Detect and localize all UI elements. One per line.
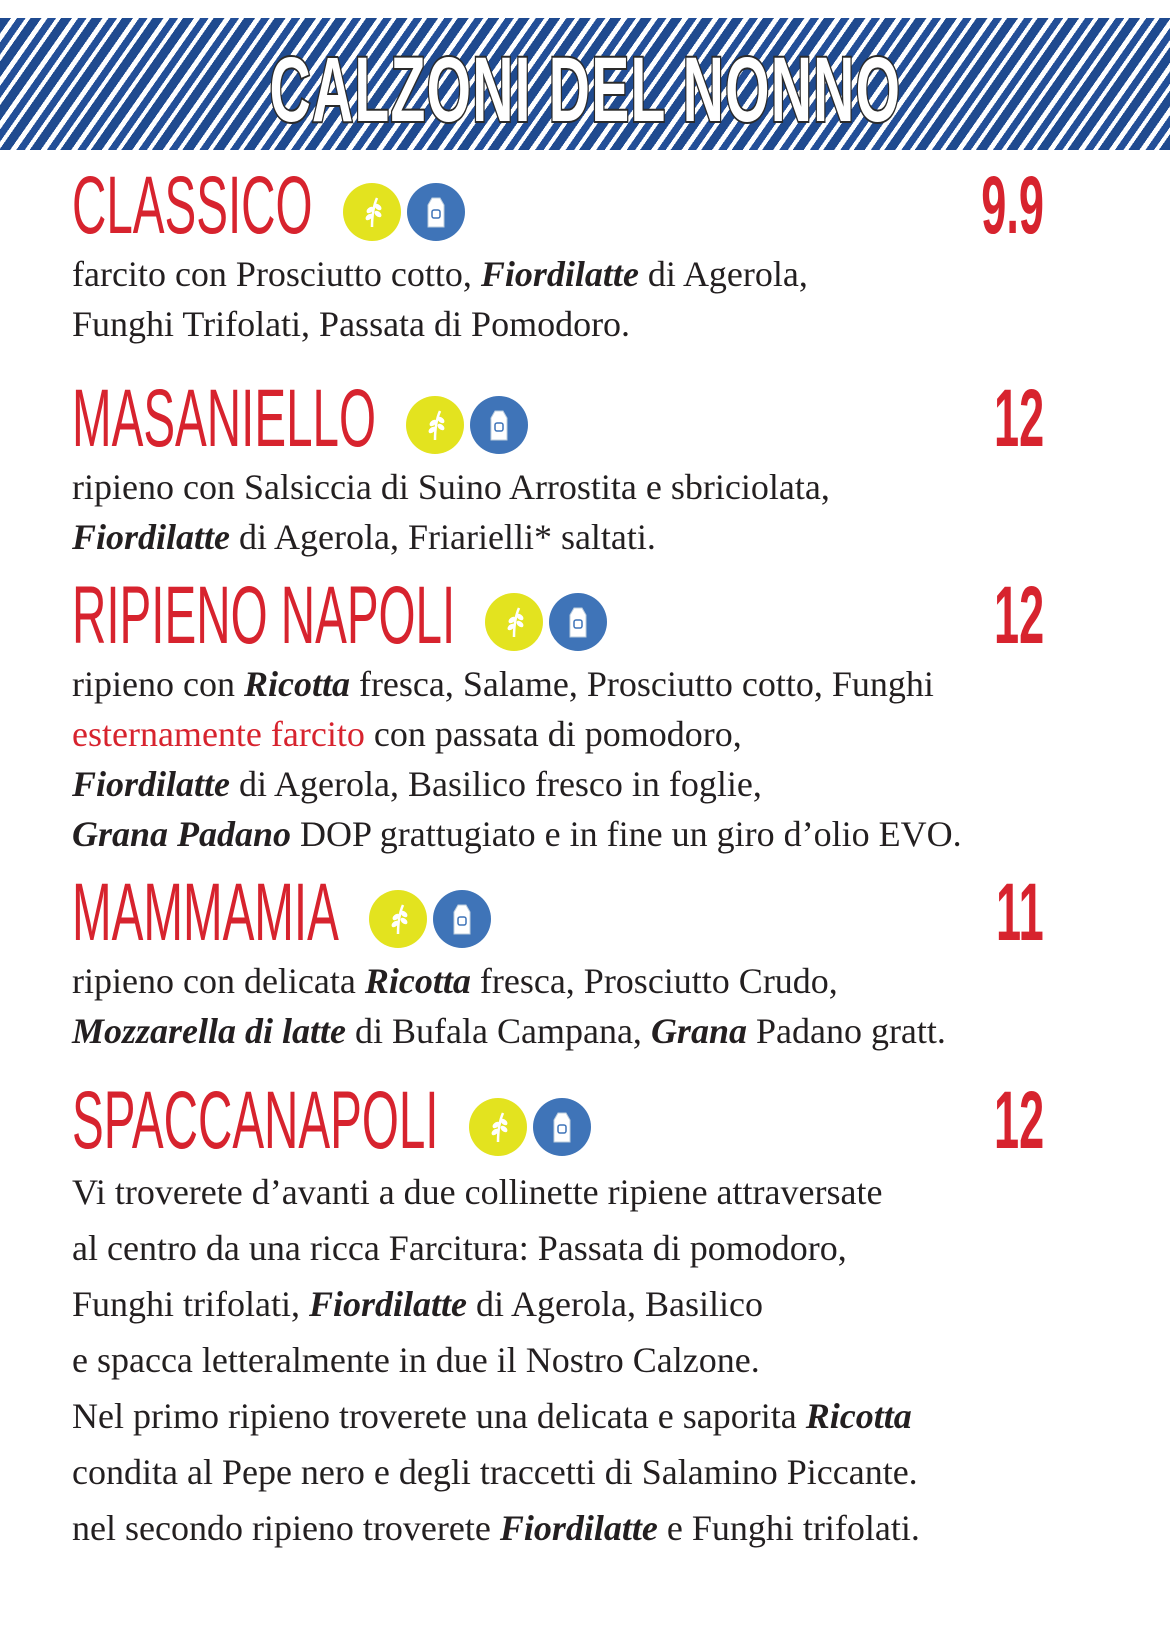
ingredient-emphasis: Fiordilatte	[72, 764, 231, 804]
menu-item	[72, 160, 1092, 349]
item-header	[72, 570, 1092, 661]
highlight-text: esternamente farcito	[72, 714, 365, 754]
item-name: RIPIENO NAPOLI	[72, 570, 456, 661]
item-header	[72, 373, 1092, 464]
description-line	[72, 659, 1092, 709]
description-text: di Agerola, Friarielli* saltati.	[230, 517, 656, 557]
ingredient-emphasis: Grana Padano	[72, 814, 292, 854]
wheat-icon	[343, 183, 401, 241]
item-price: 12	[993, 1075, 1044, 1166]
description-line	[72, 462, 1092, 512]
ingredient-emphasis: Ricotta	[364, 961, 471, 1001]
ingredient-emphasis: Fiordilatte	[499, 1508, 658, 1548]
allergen-icons	[469, 1098, 591, 1156]
description-line	[72, 1332, 1092, 1388]
description-text: Funghi trifolati,	[72, 1284, 309, 1324]
description-text: di Agerola, Basilico	[467, 1284, 763, 1324]
ingredient-emphasis: Ricotta	[243, 664, 350, 704]
description-text: condita al Pepe nero e degli traccetti di Salamino Piccante.	[72, 1452, 918, 1492]
item-description	[72, 462, 1092, 562]
item-price: 9.9	[981, 160, 1044, 251]
description-line	[72, 759, 1092, 809]
item-header	[72, 867, 1092, 958]
ingredient-emphasis: Fiordilatte	[480, 254, 639, 294]
description-text: DOP grattugiato e in fine un giro d’olio EVO.	[291, 814, 962, 854]
item-description	[72, 249, 1092, 349]
menu-item	[72, 867, 1092, 1056]
wheat-icon	[369, 890, 427, 948]
ingredient-emphasis: Mozzarella di latte	[72, 1011, 347, 1051]
item-price: 12	[993, 373, 1044, 464]
description-text: con passata di pomodoro,	[364, 714, 742, 754]
description-text: fresca, Prosciutto Crudo,	[470, 961, 838, 1001]
page-title: CALZONI DEL NONNO	[269, 39, 901, 141]
description-line	[72, 1220, 1092, 1276]
description-line	[72, 956, 1092, 1006]
description-text: e Funghi trifolati.	[657, 1508, 920, 1548]
menu-item	[72, 570, 1092, 859]
item-description	[72, 956, 1092, 1056]
description-text: fresca, Salame, Prosciutto cotto, Funghi	[349, 664, 934, 704]
milk-icon	[407, 183, 465, 241]
item-header	[72, 160, 1092, 251]
description-text: di Agerola,	[638, 254, 808, 294]
description-text: ripieno con	[72, 664, 244, 704]
wheat-icon	[485, 593, 543, 651]
allergen-icons	[343, 183, 465, 241]
allergen-icons	[485, 593, 607, 651]
description-text: e spacca letteralmente in due il Nostro Calzone.	[72, 1340, 760, 1380]
item-price: 11	[996, 867, 1044, 958]
item-description	[72, 1164, 1092, 1556]
wheat-icon	[469, 1098, 527, 1156]
ingredient-emphasis: Fiordilatte	[309, 1284, 468, 1324]
milk-icon	[549, 593, 607, 651]
description-line	[72, 1164, 1092, 1220]
item-name: SPACCANAPOLI	[72, 1075, 439, 1166]
header-banner	[0, 18, 1170, 150]
ingredient-emphasis: Fiordilatte	[72, 517, 231, 557]
description-line	[72, 1500, 1092, 1556]
description-text: ripieno con delicata	[72, 961, 365, 1001]
description-text: Padano gratt.	[746, 1011, 946, 1051]
milk-icon	[533, 1098, 591, 1156]
description-text: di Bufala Campana,	[346, 1011, 651, 1051]
description-line	[72, 709, 1092, 759]
description-text: farcito con Prosciutto cotto,	[72, 254, 481, 294]
description-line	[72, 1444, 1092, 1500]
item-name: MAMMAMIA	[72, 867, 339, 958]
ingredient-emphasis: Ricotta	[805, 1396, 912, 1436]
description-text: Funghi Trifolati, Passata di Pomodoro.	[72, 304, 631, 344]
wheat-icon	[406, 396, 464, 454]
description-text: Nel primo ripieno troverete una delicata e saporita	[72, 1396, 806, 1436]
description-text: di Agerola, Basilico fresco in foglie,	[230, 764, 762, 804]
menu-item	[72, 373, 1092, 562]
item-header	[72, 1075, 1092, 1166]
ingredient-emphasis: Grana	[650, 1011, 747, 1051]
item-name: MASANIELLO	[72, 373, 376, 464]
menu-item	[72, 1075, 1092, 1556]
description-text: al centro da una ricca Farcitura: Passata di pomodoro,	[72, 1228, 847, 1268]
item-name: CLASSICO	[72, 160, 313, 251]
description-line	[72, 299, 1092, 349]
milk-icon	[470, 396, 528, 454]
allergen-icons	[406, 396, 528, 454]
description-line	[72, 512, 1092, 562]
allergen-icons	[369, 890, 491, 948]
description-line	[72, 249, 1092, 299]
item-description	[72, 659, 1092, 859]
item-price: 12	[993, 570, 1044, 661]
description-line	[72, 1006, 1092, 1056]
milk-icon	[433, 890, 491, 948]
description-text: nel secondo ripieno troverete	[72, 1508, 500, 1548]
description-line	[72, 1388, 1092, 1444]
description-line	[72, 809, 1092, 859]
description-text: Vi troverete d’avanti a due collinette ripiene attraversate	[72, 1172, 883, 1212]
description-text: ripieno con Salsiccia di Suino Arrostita e sbriciolata,	[72, 467, 830, 507]
description-line	[72, 1276, 1092, 1332]
